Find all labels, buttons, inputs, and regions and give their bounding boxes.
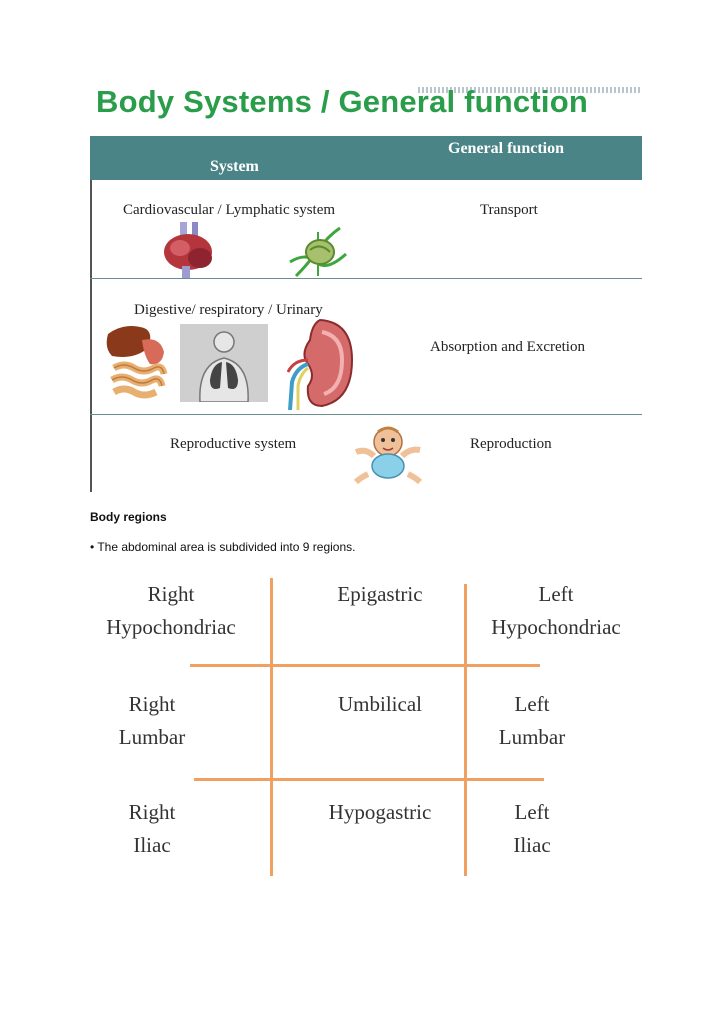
region-umbilical: Umbilical xyxy=(338,692,422,716)
abdominal-regions-grid xyxy=(90,570,642,880)
grid-horizontal-line xyxy=(194,778,544,781)
region-right-lumbar: Right Lumbar xyxy=(118,692,186,749)
row-function-absorption: Absorption and Excretion xyxy=(430,339,585,355)
row-divider xyxy=(90,414,642,415)
row-system-reproductive: Reproductive system xyxy=(170,436,297,452)
kidney-icon xyxy=(286,316,356,410)
row-system-cardiovascular: Cardiovascular / Lymphatic system xyxy=(123,202,336,218)
header-system: System xyxy=(210,158,259,175)
baby-icon xyxy=(352,424,424,484)
region-epigastric: Epigastric xyxy=(337,582,423,606)
row-divider xyxy=(90,278,642,279)
grid-vertical-line xyxy=(270,578,273,876)
grid-horizontal-line xyxy=(190,664,540,667)
digestive-system-icon xyxy=(104,322,172,406)
bullet-text: • The abdominal area is subdivided into 9 regions. xyxy=(90,540,356,554)
table-header xyxy=(90,136,642,180)
grid-vertical-line xyxy=(464,584,467,876)
lymph-node-icon xyxy=(288,222,348,278)
region-left-iliac: Left Iliac xyxy=(513,800,551,857)
respiratory-system-image xyxy=(180,324,268,402)
region-hypogastric: Hypogastric xyxy=(328,800,432,824)
region-right-iliac: Right Iliac xyxy=(128,800,176,857)
body-systems-slide xyxy=(90,84,642,492)
slide-title: Body Systems / General function xyxy=(96,84,588,119)
row-function-transport: Transport xyxy=(480,202,538,218)
region-left-hypochondriac: Left Hypochondriac xyxy=(491,582,621,639)
section-heading: Body regions xyxy=(90,510,167,524)
heart-icon xyxy=(160,222,222,278)
header-general-function: General function xyxy=(448,140,564,157)
row-system-digestive: Digestive/ respiratory / Urinary xyxy=(134,302,323,318)
region-left-lumbar: Left Lumbar xyxy=(498,692,566,749)
region-right-hypochondriac: Right Hypochondriac xyxy=(106,582,236,639)
table-left-border xyxy=(90,180,92,492)
lungs-icon xyxy=(180,324,268,402)
row-function-reproduction: Reproduction xyxy=(470,436,552,452)
